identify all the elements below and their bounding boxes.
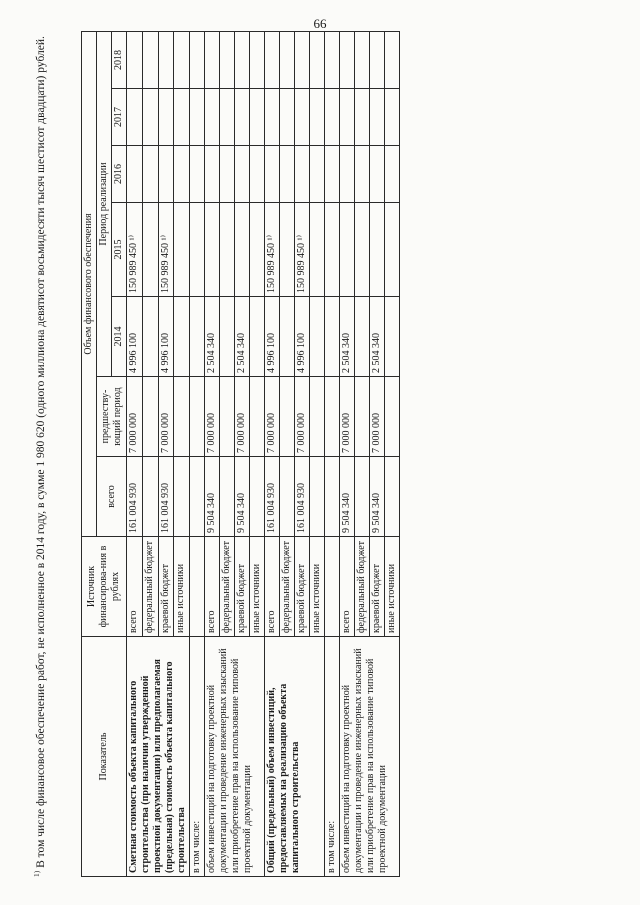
value-cell-y2015: 150 989 450 ¹⁾	[158, 203, 174, 297]
empty-cell	[190, 457, 205, 537]
value-cell-y2015	[280, 203, 295, 297]
value-cell-y2016	[295, 146, 310, 203]
value-cell-y2014	[220, 297, 235, 377]
empty-cell	[190, 32, 205, 89]
value-cell-total: 9 504 340	[235, 457, 250, 537]
value-cell-y2015	[250, 203, 265, 297]
value-cell-y2014	[250, 297, 265, 377]
value-cell-y2016	[235, 146, 250, 203]
empty-cell	[190, 377, 205, 457]
value-cell-y2017	[158, 89, 174, 146]
value-cell-y2014	[385, 297, 400, 377]
empty-cell	[325, 377, 340, 457]
value-cell-previous: 7 000 000	[158, 377, 174, 457]
source-cell: всего	[265, 537, 280, 637]
value-cell-y2014: 4 996 100	[158, 297, 174, 377]
financing-table	[81, 31, 400, 877]
page-number: 66	[313, 16, 327, 31]
value-cell-y2018	[280, 32, 295, 89]
value-cell-total: 9 504 340	[205, 457, 220, 537]
value-cell-y2017	[340, 89, 355, 146]
value-cell-previous	[174, 377, 190, 457]
value-cell-total: 161 004 930	[127, 457, 143, 537]
value-cell-y2018	[385, 32, 400, 89]
header-year-2015: 2015	[112, 203, 127, 297]
value-cell-total	[310, 457, 325, 537]
source-cell: иные источники	[385, 537, 400, 637]
value-cell-y2015	[220, 203, 235, 297]
source-cell: всего	[340, 537, 355, 637]
value-cell-y2015	[235, 203, 250, 297]
value-cell-previous: 7 000 000	[370, 377, 385, 457]
header-volume: Объем финансового обеспечения	[82, 32, 97, 537]
header-period: Период реализации	[97, 32, 112, 377]
empty-cell	[325, 89, 340, 146]
value-cell-y2015	[205, 203, 220, 297]
table-body	[127, 32, 400, 877]
value-cell-y2017	[355, 89, 370, 146]
table-row	[127, 32, 143, 877]
value-cell-y2018	[142, 32, 158, 89]
indicator-cell: Общий (предельный) объем инвестиций, предоставляемых на реализацию объекта капитального строительства	[265, 637, 325, 877]
value-cell-previous: 7 000 000	[235, 377, 250, 457]
source-cell: краевой бюджет	[370, 537, 385, 637]
value-cell-y2018	[174, 32, 190, 89]
value-cell-y2014: 4 996 100	[127, 297, 143, 377]
indicator-cell: Сметная стоимость объекта капитального строительства (при наличии утвержденной проектной документации) или предполагаемая (предельная) стоимость объекта капитального строительства	[127, 637, 190, 877]
value-cell-y2016	[127, 146, 143, 203]
value-cell-y2017	[250, 89, 265, 146]
value-cell-total: 161 004 930	[265, 457, 280, 537]
empty-cell	[190, 146, 205, 203]
empty-cell	[325, 146, 340, 203]
header-total: всего	[97, 457, 127, 537]
value-cell-y2016	[220, 146, 235, 203]
value-cell-y2015: 150 989 450 ¹⁾	[295, 203, 310, 297]
value-cell-y2017	[205, 89, 220, 146]
value-cell-y2016	[158, 146, 174, 203]
value-cell-y2016	[385, 146, 400, 203]
value-cell-y2014: 2 504 340	[370, 297, 385, 377]
value-cell-y2017	[265, 89, 280, 146]
table-row-spacer	[190, 32, 205, 877]
header-source: Источник финансирова-ния в рублях	[82, 537, 127, 637]
source-cell: иные источники	[310, 537, 325, 637]
footnote-text: В том числе финансовое обеспечение работ, не исполненное в 2014 году, в сумме 1 980 620 (одного миллиона девятисот восьмидесяти тысяч шестисот двадцати) рублей.	[34, 36, 47, 868]
value-cell-y2014: 2 504 340	[205, 297, 220, 377]
value-cell-y2017	[174, 89, 190, 146]
value-cell-total	[355, 457, 370, 537]
value-cell-total: 9 504 340	[370, 457, 385, 537]
value-cell-previous: 7 000 000	[127, 377, 143, 457]
source-cell: краевой бюджет	[235, 537, 250, 637]
value-cell-y2018	[220, 32, 235, 89]
header-year-2014: 2014	[112, 297, 127, 377]
value-cell-y2017	[280, 89, 295, 146]
value-cell-y2018	[127, 32, 143, 89]
indicator-cell: в том числе:	[190, 637, 205, 877]
value-cell-y2017	[310, 89, 325, 146]
value-cell-previous	[220, 377, 235, 457]
source-cell: федеральный бюджет	[280, 537, 295, 637]
empty-cell	[325, 297, 340, 377]
value-cell-total	[250, 457, 265, 537]
footnote-mark: 1)	[32, 870, 41, 877]
value-cell-y2017	[295, 89, 310, 146]
value-cell-y2015	[370, 203, 385, 297]
value-cell-previous	[250, 377, 265, 457]
value-cell-y2017	[220, 89, 235, 146]
value-cell-y2018	[310, 32, 325, 89]
value-cell-total	[385, 457, 400, 537]
value-cell-y2015	[340, 203, 355, 297]
value-cell-y2016	[265, 146, 280, 203]
value-cell-previous: 7 000 000	[340, 377, 355, 457]
value-cell-previous	[310, 377, 325, 457]
value-cell-y2017	[142, 89, 158, 146]
table-row	[205, 32, 220, 877]
value-cell-y2015	[385, 203, 400, 297]
empty-cell	[190, 203, 205, 297]
table-row-spacer	[325, 32, 340, 877]
source-cell: иные источники	[174, 537, 190, 637]
value-cell-y2016	[280, 146, 295, 203]
value-cell-y2015	[142, 203, 158, 297]
source-cell: краевой бюджет	[295, 537, 310, 637]
value-cell-y2018	[265, 32, 280, 89]
value-cell-y2014: 4 996 100	[265, 297, 280, 377]
value-cell-previous	[280, 377, 295, 457]
value-cell-y2016	[310, 146, 325, 203]
empty-cell	[190, 537, 205, 637]
empty-cell	[325, 203, 340, 297]
value-cell-total	[280, 457, 295, 537]
value-cell-y2016	[355, 146, 370, 203]
value-cell-y2015: 150 989 450 ¹⁾	[265, 203, 280, 297]
indicator-cell: объем инвестиций на подготовку проектной документации и проведение инженерных изысканий или приобретение прав на использование типовой проектной документации	[205, 637, 265, 877]
value-cell-total	[220, 457, 235, 537]
value-cell-previous	[385, 377, 400, 457]
rotated-landscape-content	[28, 32, 618, 877]
table-row	[265, 32, 280, 877]
empty-cell	[325, 32, 340, 89]
value-cell-y2018	[355, 32, 370, 89]
value-cell-previous: 7 000 000	[265, 377, 280, 457]
value-cell-y2014	[280, 297, 295, 377]
value-cell-y2014	[355, 297, 370, 377]
value-cell-y2015: 150 989 450 ¹⁾	[127, 203, 143, 297]
value-cell-total: 9 504 340	[340, 457, 355, 537]
source-cell: федеральный бюджет	[142, 537, 158, 637]
value-cell-total: 161 004 930	[158, 457, 174, 537]
table-header	[82, 32, 127, 877]
value-cell-y2018	[340, 32, 355, 89]
value-cell-previous	[142, 377, 158, 457]
value-cell-y2015	[310, 203, 325, 297]
empty-cell	[190, 89, 205, 146]
source-cell: иные источники	[250, 537, 265, 637]
header-year-2016: 2016	[112, 146, 127, 203]
value-cell-y2016	[370, 146, 385, 203]
header-year-2017: 2017	[112, 89, 127, 146]
value-cell-y2018	[295, 32, 310, 89]
indicator-cell: в том числе:	[325, 637, 340, 877]
value-cell-y2018	[205, 32, 220, 89]
value-cell-y2016	[205, 146, 220, 203]
header-indicator: Показатель	[82, 637, 127, 877]
source-cell: всего	[205, 537, 220, 637]
source-cell: федеральный бюджет	[220, 537, 235, 637]
empty-cell	[325, 537, 340, 637]
value-cell-previous: 7 000 000	[205, 377, 220, 457]
value-cell-y2018	[158, 32, 174, 89]
value-cell-y2015	[355, 203, 370, 297]
footnote	[28, 32, 72, 877]
value-cell-y2015	[174, 203, 190, 297]
value-cell-y2014: 4 996 100	[295, 297, 310, 377]
value-cell-y2014	[310, 297, 325, 377]
value-cell-y2016	[174, 146, 190, 203]
value-cell-y2017	[385, 89, 400, 146]
value-cell-y2016	[142, 146, 158, 203]
value-cell-y2016	[340, 146, 355, 203]
value-cell-y2014: 2 504 340	[235, 297, 250, 377]
source-cell: федеральный бюджет	[355, 537, 370, 637]
empty-cell	[325, 457, 340, 537]
value-cell-y2018	[370, 32, 385, 89]
value-cell-y2014	[174, 297, 190, 377]
value-cell-total	[142, 457, 158, 537]
value-cell-y2018	[235, 32, 250, 89]
value-cell-previous: 7 000 000	[295, 377, 310, 457]
value-cell-y2017	[370, 89, 385, 146]
value-cell-y2014: 2 504 340	[340, 297, 355, 377]
table-row	[340, 32, 355, 877]
value-cell-y2014	[142, 297, 158, 377]
value-cell-y2018	[250, 32, 265, 89]
empty-cell	[190, 297, 205, 377]
indicator-cell: объем инвестиций на подготовку проектной документации и проведение инженерных изысканий или приобретение прав на использование типовой проектной документации	[340, 637, 400, 877]
value-cell-total: 161 004 930	[295, 457, 310, 537]
header-previous: предшеству-ющий период	[97, 377, 127, 457]
value-cell-y2016	[250, 146, 265, 203]
source-cell: краевой бюджет	[158, 537, 174, 637]
header-year-2018: 2018	[112, 32, 127, 89]
value-cell-y2017	[127, 89, 143, 146]
source-cell: всего	[127, 537, 143, 637]
value-cell-previous	[355, 377, 370, 457]
value-cell-total	[174, 457, 190, 537]
value-cell-y2017	[235, 89, 250, 146]
